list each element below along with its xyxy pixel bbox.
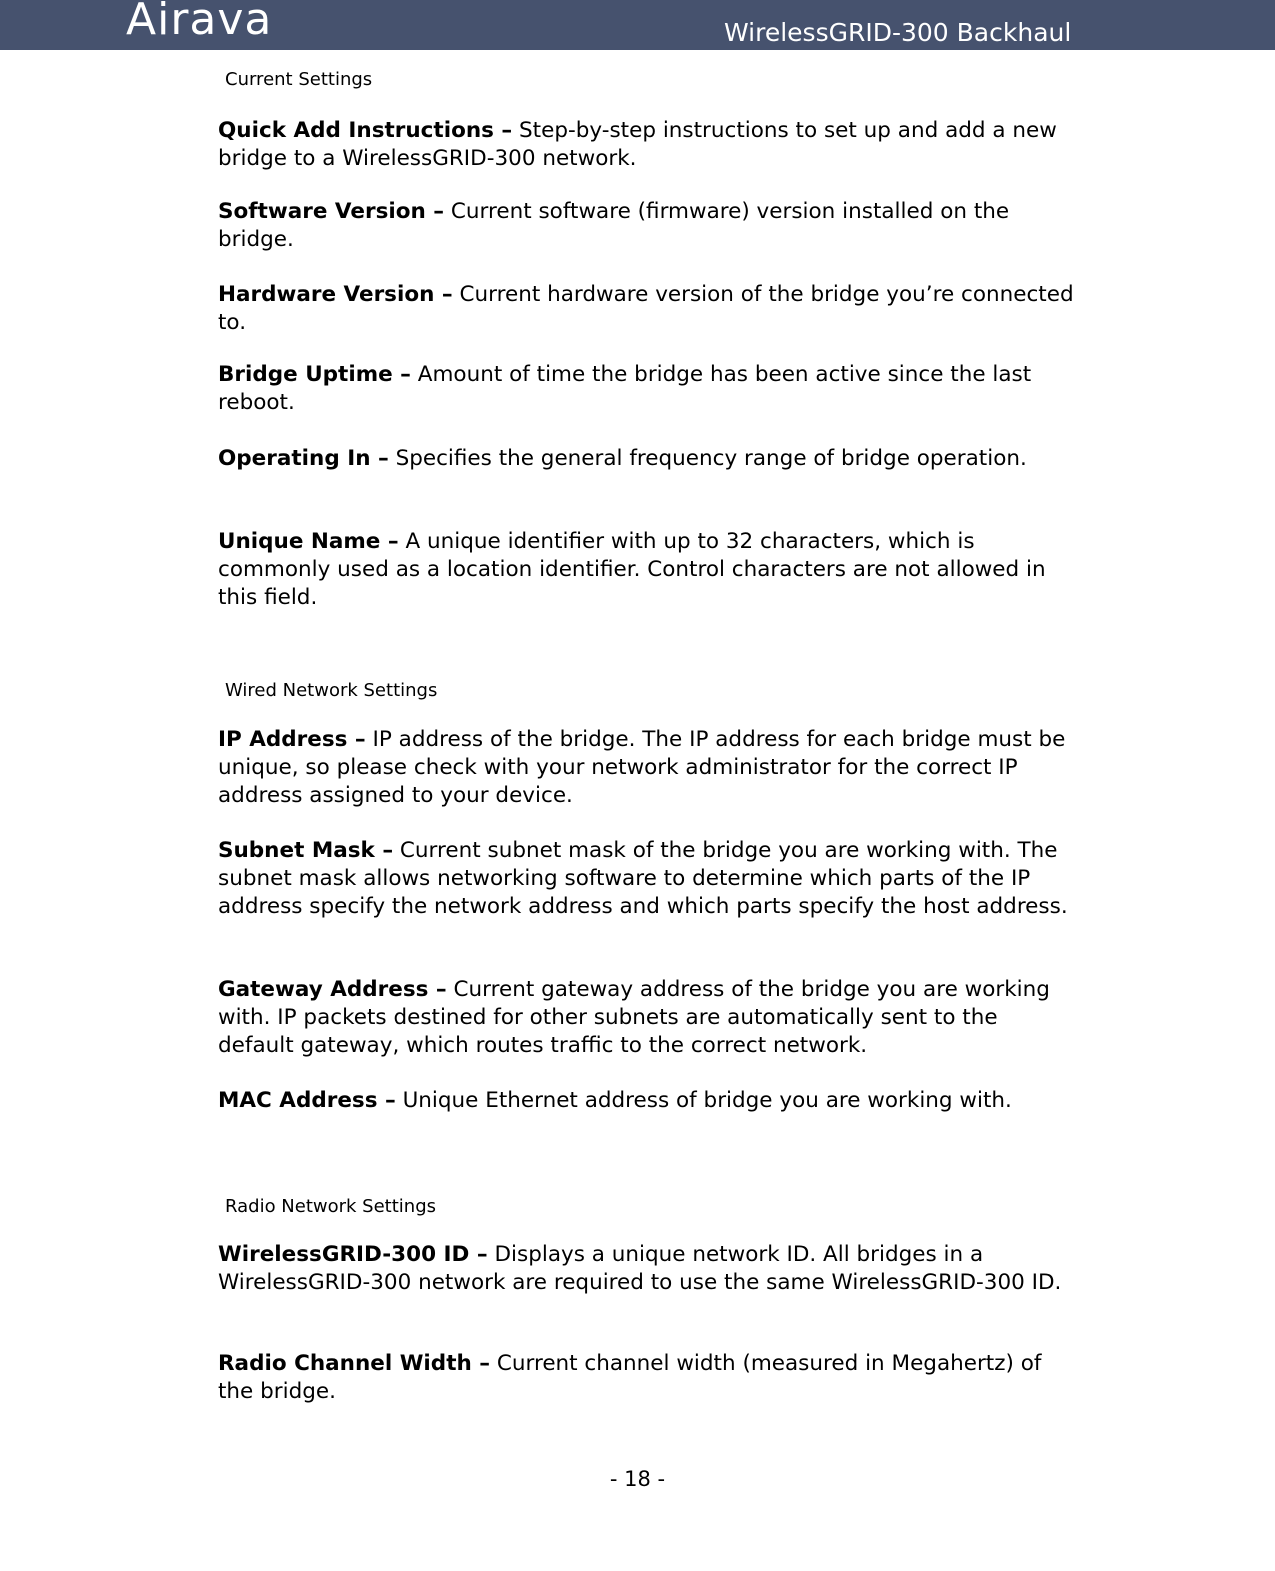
term: Quick Add Instructions – (218, 118, 513, 143)
section-heading-current-settings: Current Settings (225, 69, 373, 90)
definition-wirelessgrid-id (218, 1241, 1078, 1297)
term: Radio Channel Width – (218, 1351, 491, 1376)
definition-hardware-version (218, 281, 1078, 337)
description: Current software (firmware) version installed on the bridge. (218, 199, 1010, 252)
description: Unique Ethernet address of bridge you are working with. (395, 1088, 1012, 1113)
description: Specifies the general frequency range of bridge operation. (388, 446, 1027, 471)
definition-unique-name (218, 528, 1078, 612)
description: Amount of time the bridge has been active since the last reboot. (218, 362, 1032, 415)
description: Step-by-step instructions to set up and add a new bridge to a WirelessGRID-300 network. (218, 118, 1057, 171)
description: IP address of the bridge. The IP address for each bridge must be unique, so please check with your network administrator for the correct IP address assigned to your device. (218, 727, 1066, 808)
definition-radio-channel-width (218, 1350, 1078, 1406)
description: Current subnet mask of the bridge you are working with. The subnet mask allows networking software to determine which parts of the IP address specify the network address and which parts specify the host address. (218, 838, 1068, 919)
section-heading-radio-network-settings: Radio Network Settings (225, 1196, 437, 1217)
definition-gateway-address (218, 976, 1078, 1060)
term: Software Version – (218, 199, 445, 224)
term: Operating In – (218, 446, 389, 471)
term: Bridge Uptime – (218, 362, 411, 387)
term: Unique Name – (218, 529, 399, 554)
definition-operating-in (218, 445, 1078, 473)
definition-bridge-uptime (218, 361, 1078, 417)
section-heading-wired-network-settings: Wired Network Settings (225, 680, 438, 701)
description: Current channel width (measured in Megahertz) of the bridge. (218, 1351, 1042, 1404)
definition-ip-address (218, 726, 1078, 810)
term: MAC Address – (218, 1088, 396, 1113)
definition-subnet-mask (218, 837, 1078, 921)
description: A unique identifier with up to 32 characters, which is commonly used as a location identifier. Control characters are not allowed in this field. (218, 529, 1046, 610)
description: Displays a unique network ID. All bridges in a WirelessGRID-300 network are required to use the same WirelessGRID-300 ID. (218, 1242, 1062, 1295)
description: Current gateway address of the bridge you are working with. IP packets destined for other subnets are automatically sent to the default gateway, which routes traffic to the correct network. (218, 977, 1050, 1058)
definition-quick-add-instructions (218, 117, 1078, 173)
description: Current hardware version of the bridge you’re connected to. (218, 282, 1074, 335)
product-title: WirelessGRID-300 Backhaul (724, 18, 1072, 47)
brand-logo-text: Airava (126, 0, 273, 45)
definition-software-version (218, 198, 1078, 254)
page-header (0, 0, 1275, 50)
definition-mac-address (218, 1087, 1078, 1115)
term: Gateway Address – (218, 977, 447, 1002)
page-number: - 18 - (609, 1467, 666, 1491)
term: IP Address – (218, 727, 366, 752)
term: Hardware Version – (218, 282, 453, 307)
term: Subnet Mask – (218, 838, 394, 863)
term: WirelessGRID-300 ID – (218, 1242, 488, 1267)
